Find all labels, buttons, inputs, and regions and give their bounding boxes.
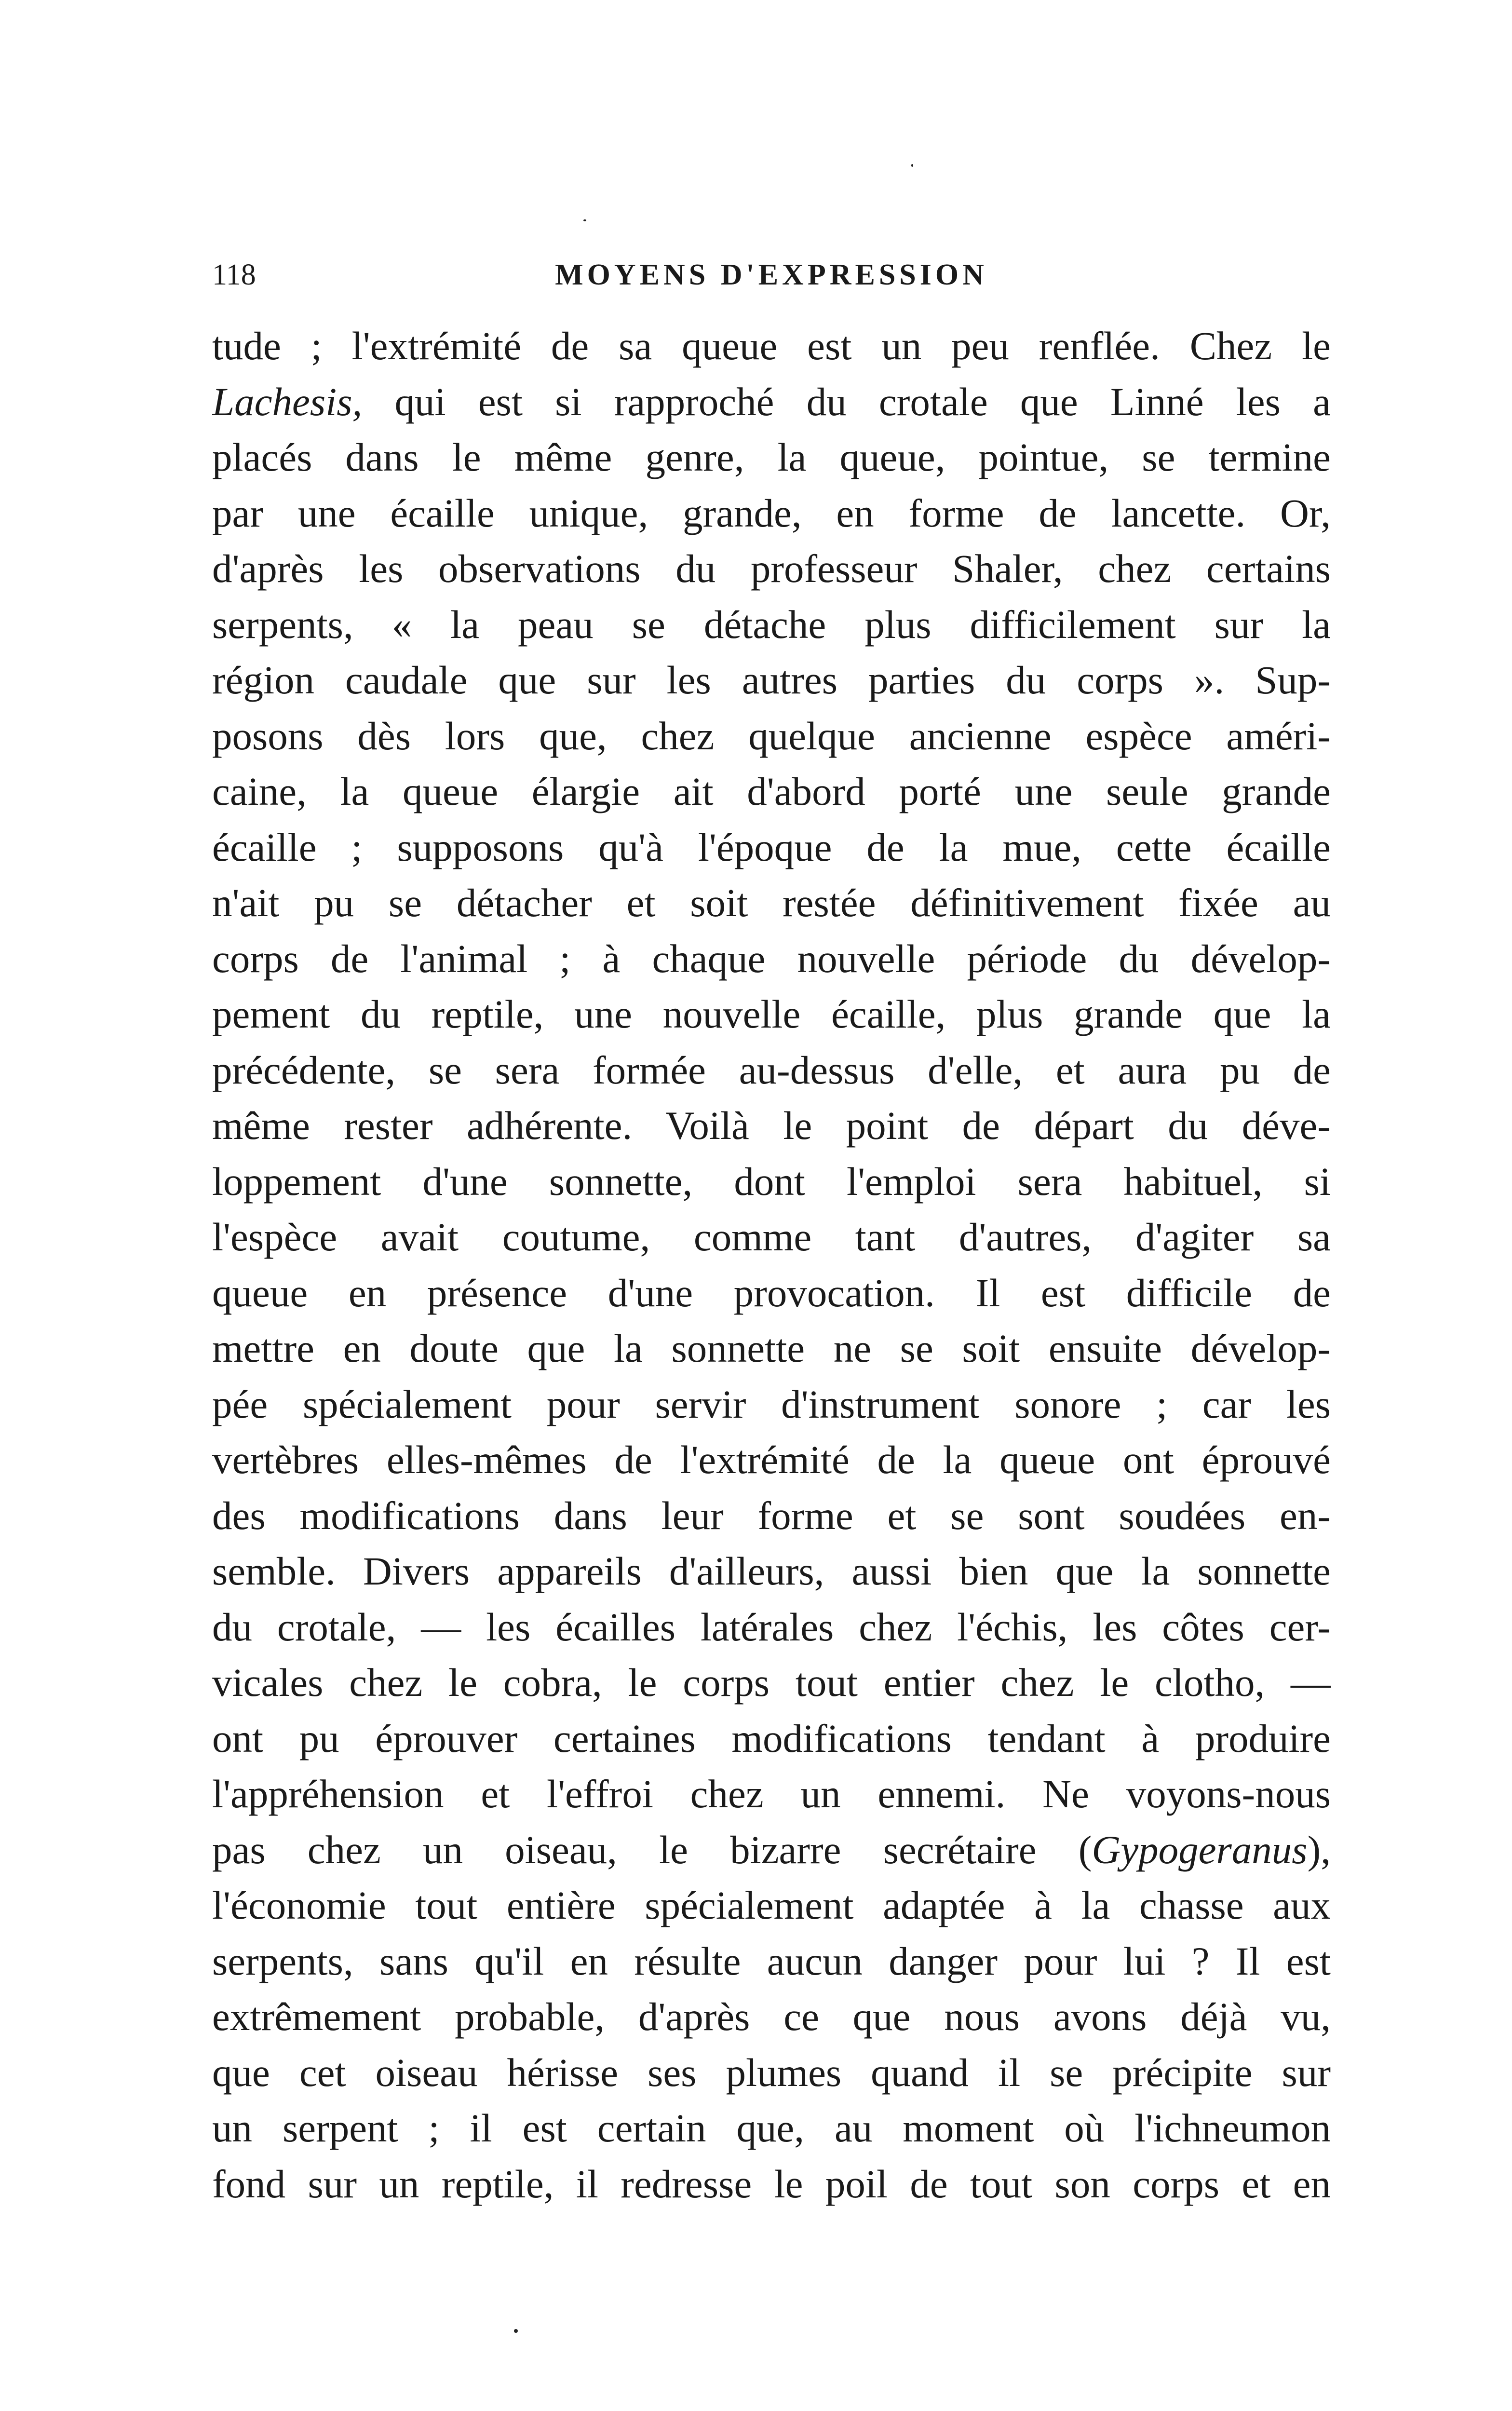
text-line: serpents, sans qu'il en résulte aucun danger pour lui ? Il est (212, 1938, 1331, 1983)
text-line: Lachesis, qui est si rapproché du crotale que Linné les a (212, 379, 1331, 424)
scan-speck (514, 2329, 518, 2333)
scan-speck (911, 164, 913, 167)
text-line: posons dès lors que, chez quelque ancienne espèce améri- (212, 713, 1331, 758)
text-line: extrêmement probable, d'après ce que nous avons déjà vu, (212, 1994, 1331, 2039)
text-line: du crotale, — les écailles latérales chez l'échis, les côtes cer- (212, 1604, 1331, 1649)
text-line: pement du reptile, une nouvelle écaille, plus grande que la (212, 992, 1331, 1036)
text-line: n'ait pu se détacher et soit restée définitivement fixée au (212, 880, 1331, 925)
text-line: l'espèce avait coutume, comme tant d'autres, d'agiter sa (212, 1215, 1331, 1259)
text-line: caine, la queue élargie ait d'abord porté une seule grande (212, 769, 1331, 813)
text-line: tude ; l'extrémité de sa queue est un peu renflée. Chez le (212, 324, 1331, 368)
text-line: un serpent ; il est certain que, au moment où l'ichneumon (212, 2106, 1331, 2150)
text-line: vicales chez le cobra, le corps tout entier chez le clotho, — (212, 1660, 1331, 1705)
text-line: serpents, « la peau se détache plus difficilement sur la (212, 602, 1331, 647)
page-number: 118 (212, 258, 256, 291)
text-line: que cet oiseau hérisse ses plumes quand il se précipite sur (212, 2050, 1331, 2095)
text-line: des modifications dans leur forme et se sont soudées en- (212, 1493, 1331, 1538)
text-line: l'appréhension et l'effroi chez un ennemi. Ne voyons-nous (212, 1772, 1331, 1816)
text-line: semble. Divers appareils d'ailleurs, aussi bien que la sonnette (212, 1549, 1331, 1593)
text-line: par une écaille unique, grande, en forme de lancette. Or, (212, 490, 1331, 535)
text-line: fond sur un reptile, il redresse le poil de tout son corps et en (212, 2161, 1331, 2206)
running-title: MOYENS D'EXPRESSION (555, 258, 988, 291)
scan-speck (583, 219, 586, 221)
text-line: mettre en doute que la sonnette ne se soit ensuite dévelop- (212, 1326, 1331, 1370)
text-line: placés dans le même genre, la queue, pointue, se termine (212, 435, 1331, 479)
body-text (212, 318, 1331, 2212)
text-line: même rester adhérente. Voilà le point de départ du déve- (212, 1103, 1331, 1148)
text-line: précédente, se sera formée au-dessus d'elle, et aura pu de (212, 1047, 1331, 1092)
italic-term: Lachesis, (212, 379, 363, 424)
text-line: d'après les observations du professeur Shaler, chez certains (212, 546, 1331, 591)
text-line: région caudale que sur les autres parties du corps ». Sup- (212, 658, 1331, 702)
text-line: écaille ; supposons qu'à l'époque de la mue, cette écaille (212, 825, 1331, 869)
text-line: l'économie tout entière spécialement adaptée à la chasse aux (212, 1883, 1331, 1927)
text-line: corps de l'animal ; à chaque nouvelle période du dévelop- (212, 936, 1331, 981)
text-line: loppement d'une sonnette, dont l'emploi sera habituel, si (212, 1159, 1331, 1204)
text-line: queue en présence d'une provocation. Il est difficile de (212, 1270, 1331, 1315)
text-line: vertèbres elles-mêmes de l'extrémité de la queue ont éprouvé (212, 1437, 1331, 1482)
text-line: ont pu éprouver certaines modifications tendant à produire (212, 1716, 1331, 1761)
page-header (212, 251, 1331, 299)
text-line: pas chez un oiseau, le bizarre secrétaire (Gypogeranus), (212, 1827, 1331, 1872)
italic-term: Gypogeranus (1092, 1827, 1308, 1872)
text-line: pée spécialement pour servir d'instrument sonore ; car les (212, 1382, 1331, 1426)
